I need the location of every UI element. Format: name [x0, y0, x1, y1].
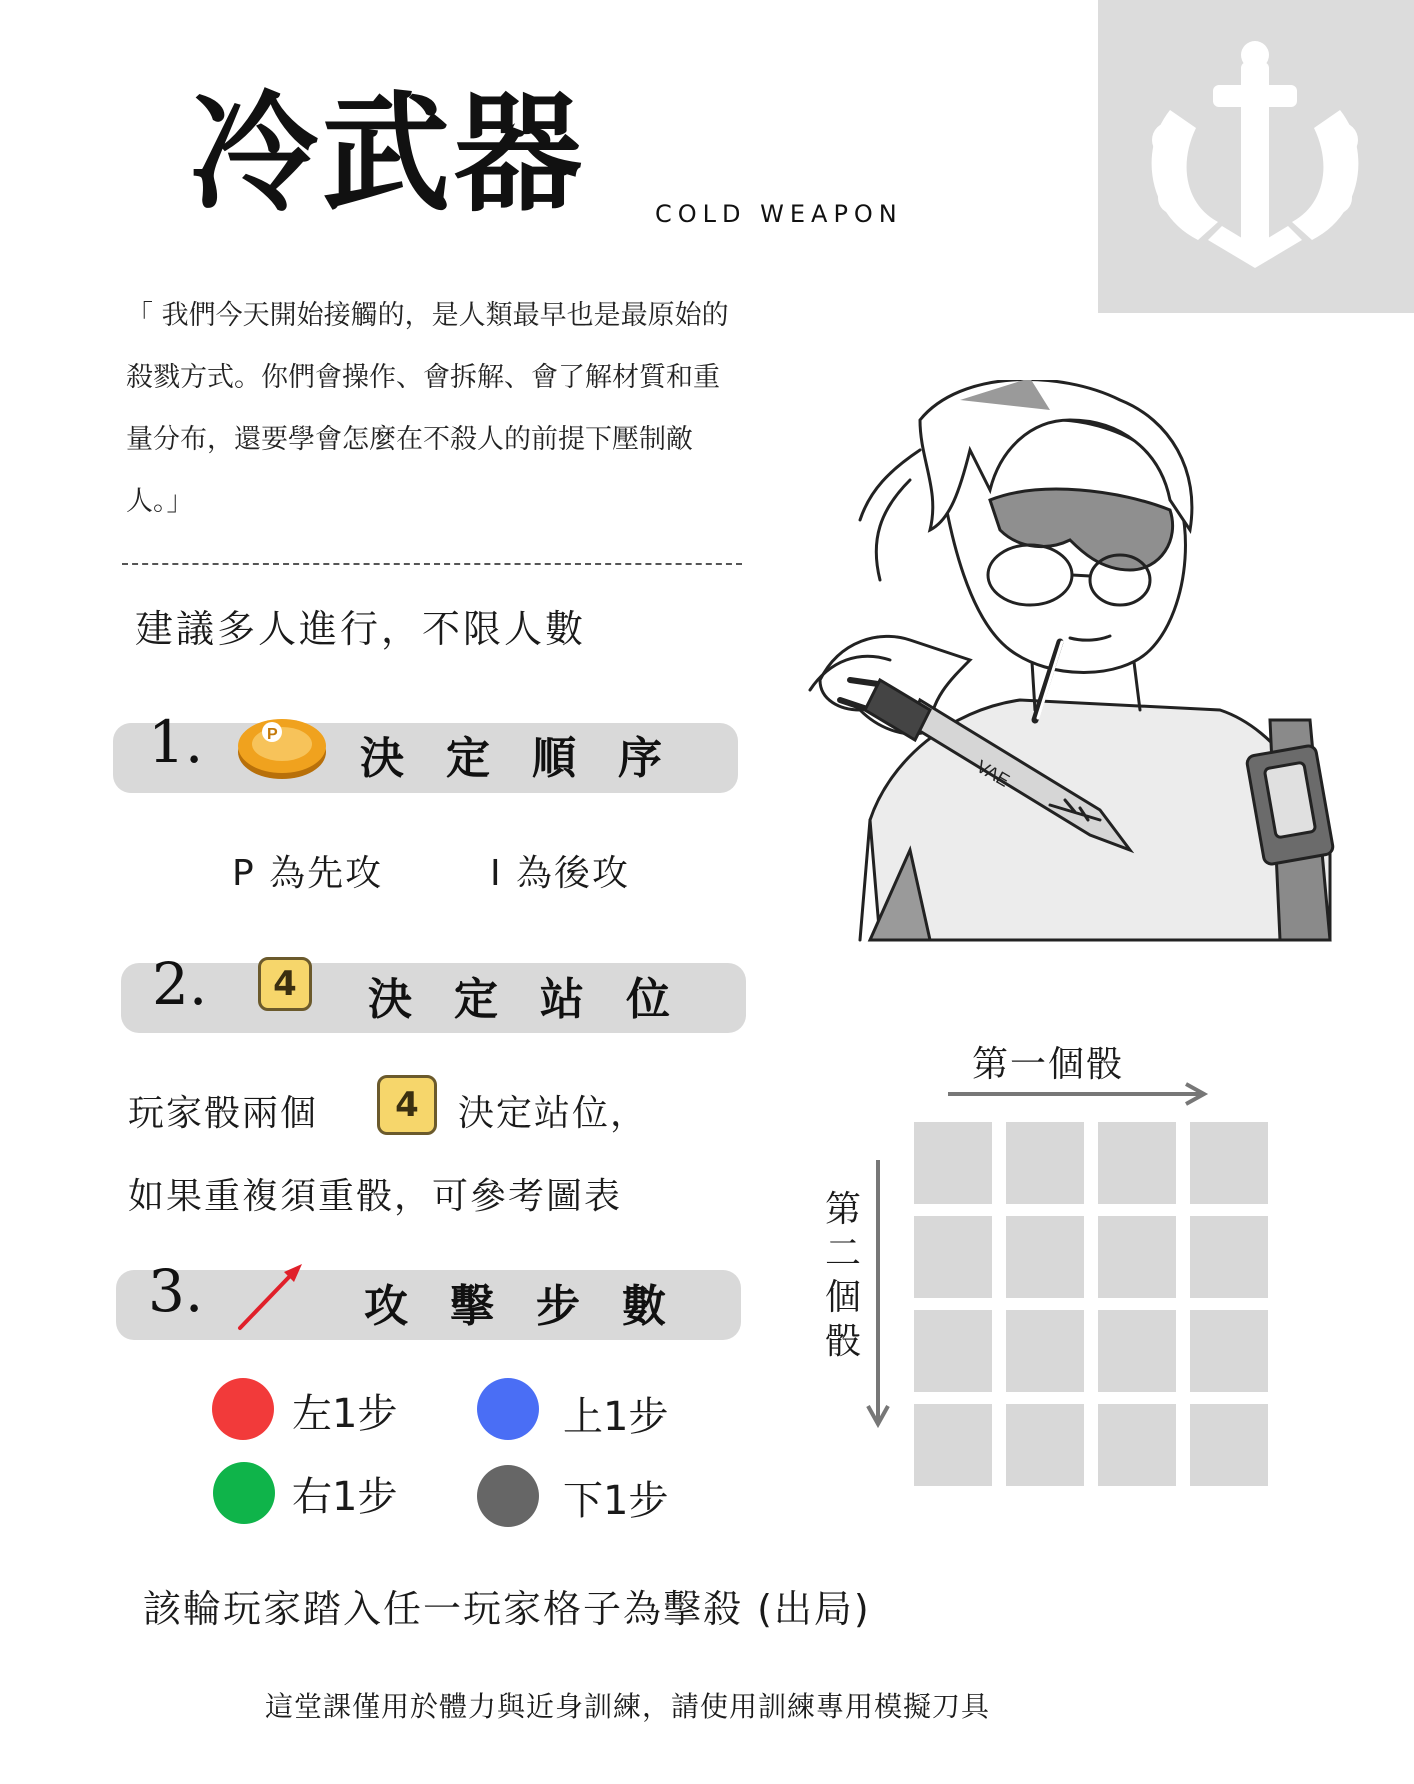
move-up-dot	[477, 1378, 539, 1440]
move-left-dot	[212, 1378, 274, 1440]
grid-cell	[1006, 1310, 1084, 1392]
grid-cell	[914, 1216, 992, 1298]
grid-cell	[914, 1310, 992, 1392]
turn-order-first: P 為先攻	[232, 853, 384, 894]
grid-y-label	[818, 1188, 868, 1364]
step-1-title: 決定順序	[360, 733, 704, 784]
position-grid	[914, 1122, 1274, 1488]
step-3-number: 3.	[148, 1257, 204, 1325]
move-right-dot	[213, 1462, 275, 1524]
logo-panel	[1098, 0, 1414, 313]
move-down-dot	[477, 1465, 539, 1527]
page-title: 冷武器	[190, 79, 587, 229]
position-line1-a: 玩家骰兩個	[128, 1093, 319, 1134]
step-1-number: 1.	[148, 708, 204, 776]
intro-line: 「 我們今天開始接觸的，是人類最早也是最原始的	[126, 300, 729, 331]
intro-line: 量分布，還要學會怎麼在不殺人的前提下壓制敵	[126, 424, 693, 455]
grid-cell	[1190, 1404, 1268, 1486]
grid-cell	[1098, 1122, 1176, 1204]
intro-paragraph	[126, 285, 866, 533]
grid-cell	[1098, 1310, 1176, 1392]
players-note: 建議多人進行，不限人數	[135, 607, 587, 651]
divider	[122, 563, 742, 565]
grid-y-label-char: 個	[824, 1277, 861, 1318]
move-right-label: 右1步	[292, 1474, 398, 1520]
svg-text:P: P	[267, 726, 278, 743]
anchor-sword-logo-icon	[1098, 0, 1414, 313]
die-icon: 4	[258, 957, 312, 1011]
grid-cell	[1190, 1310, 1268, 1392]
grid-cell	[1190, 1216, 1268, 1298]
character-illustration	[800, 380, 1360, 960]
page-subtitle: COLD WEAPON	[655, 200, 903, 228]
step-3-title: 攻擊步數	[364, 1281, 708, 1332]
grid-y-label-char: 骰	[824, 1321, 861, 1362]
kill-rule: 該輪玩家踏入任一玩家格子為擊殺 (出局)	[143, 1587, 871, 1631]
x-arrow-icon	[948, 1082, 1213, 1110]
move-left-label: 左1步	[292, 1391, 398, 1437]
grid-cell	[914, 1122, 992, 1204]
spinner-icon	[232, 1258, 312, 1338]
grid-x-label: 第一個骰	[972, 1044, 1125, 1085]
grid-cell	[1098, 1216, 1176, 1298]
coin-icon	[234, 710, 330, 782]
move-down-label: 下1步	[563, 1478, 669, 1524]
grid-cell	[1006, 1122, 1084, 1204]
move-up-label: 上1步	[563, 1394, 669, 1440]
intro-line: 殺戮方式。你們會操作、會拆解、會了解材質和重	[126, 362, 720, 393]
grid-y-label-char: 第	[824, 1189, 861, 1230]
grid-y-label-char: 二	[824, 1233, 861, 1274]
grid-cell	[1098, 1404, 1176, 1486]
die-icon: 4	[377, 1075, 437, 1135]
grid-cell	[1190, 1122, 1268, 1204]
grid-cell	[1006, 1404, 1084, 1486]
y-arrow-icon	[866, 1160, 890, 1436]
footer-note: 這堂課僅用於體力與近身訓練，請使用訓練專用模擬刀具	[265, 1690, 991, 1723]
intro-line: 人。」	[126, 486, 194, 517]
position-line1-b: 決定站位，	[458, 1093, 649, 1134]
position-line2: 如果重複須重骰，可參考圖表	[128, 1176, 623, 1217]
step-2-number: 2.	[152, 950, 208, 1018]
turn-order-second: I 為後攻	[490, 853, 631, 894]
grid-cell	[914, 1404, 992, 1486]
svg-text:VAE: VAE	[973, 756, 1014, 791]
grid-cell	[1006, 1216, 1084, 1298]
step-2-title: 決定站位	[368, 974, 712, 1025]
